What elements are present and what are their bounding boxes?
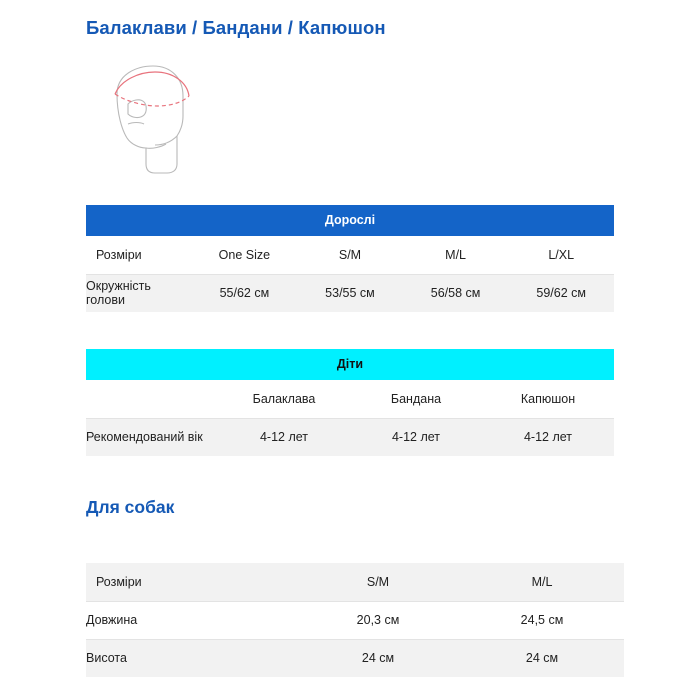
table-adults-band-row [86,205,614,236]
table-dogs-header-1: S/M [366,574,390,589]
table-kids [86,349,614,456]
table-dogs-r0-c2: 24,5 см [520,613,564,627]
table-adults-header-2: S/M [338,247,362,262]
table-adults-header-0: Розміри [96,247,142,262]
table-dogs-r1-c2: 24 см [525,651,559,666]
table-adults-r0-c3: 56/58 см [430,286,481,301]
table-dogs-header-0: Розміри [96,574,142,589]
section-title-dogs: Для собак [86,497,175,517]
table-adults-r0-c0: Окружність голови [86,279,151,308]
table-kids-r0-c3: 4-12 лет [523,430,573,445]
table-dogs-r1-c0: Висота [86,651,127,666]
table-row [86,274,614,312]
table-adults-header-1: One Size [218,247,271,262]
table-dogs [86,563,624,677]
table-adults-r0-c4: 59/62 см [536,286,586,301]
table-dogs-header-row [86,563,624,601]
table-kids-header-0 [86,380,218,418]
table-dogs-r0-c1: 20,3 см [356,613,400,627]
table-kids-r0-c1: 4-12 лет [259,430,309,445]
table-kids-r0-c2: 4-12 лет [391,430,441,445]
table-kids-header-2: Бандана [390,391,442,406]
table-row [86,418,614,456]
band-label-kids: Діти [86,349,614,380]
table-adults-header-3: M/L [445,247,466,262]
table-row [86,601,624,639]
table-dogs-r0-c0: Довжина [86,613,138,627]
balaclava-illustration [95,52,225,182]
table-adults-r0-c1: 55/62 см [219,286,270,301]
table-kids-band-row [86,349,614,380]
table-dogs-r1-c1: 24 см [361,651,395,666]
table-dogs-header-2: M/L [531,574,553,589]
band-label-adults: Дорослі [86,205,614,236]
page-title: Балаклави / Бандани / Капюшон [86,17,386,38]
table-adults-header-row [86,236,614,274]
table-kids-r0-c0: Рекомендований вік [86,430,203,445]
table-adults-header-4: L/XL [548,247,575,262]
table-kids-header-1: Балаклава [252,391,316,406]
table-adults-r0-c2: 53/55 см [325,286,375,301]
table-kids-header-row [86,380,614,418]
table-adults [86,205,614,312]
table-kids-header-3: Капюшон [520,391,576,406]
table-row [86,639,624,677]
